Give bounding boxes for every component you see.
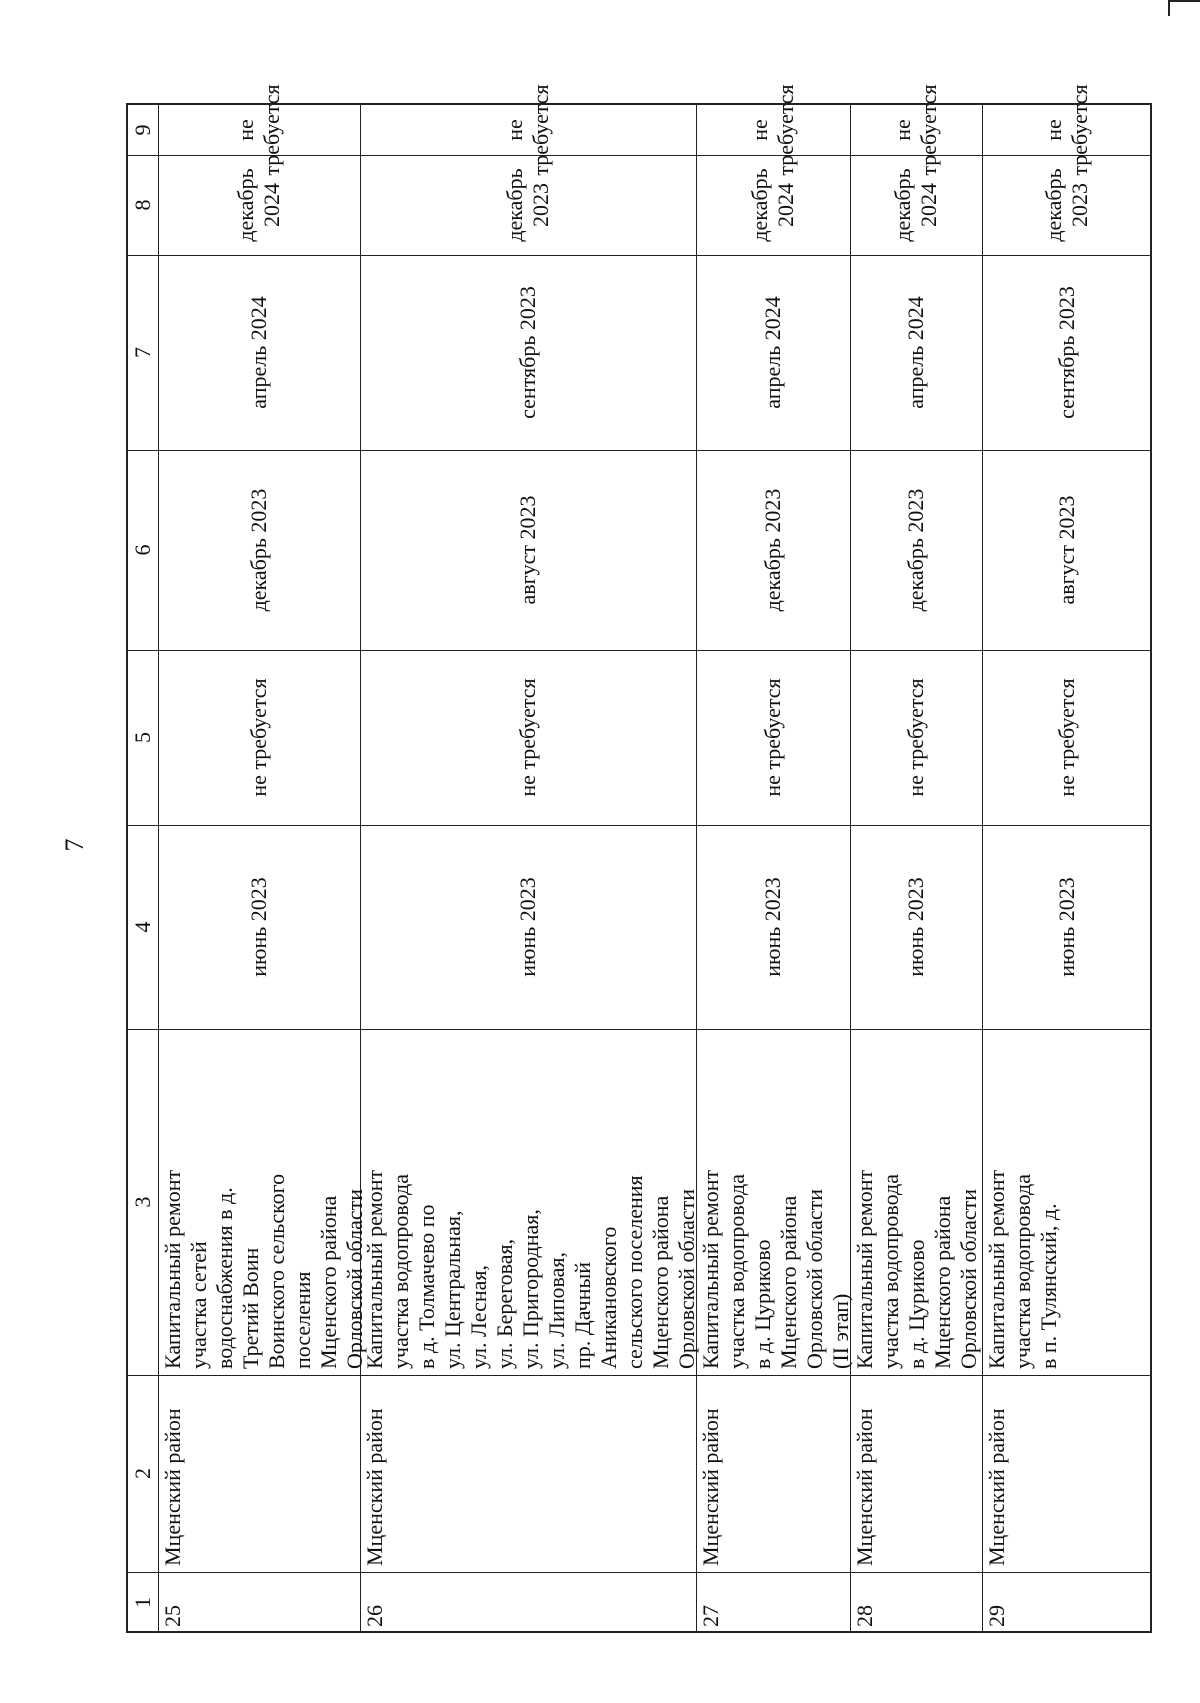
row-28-c9-text: не требуется [890,84,941,176]
header-col-3 [128,1029,158,1375]
row-26-c7 [360,255,696,450]
row-26-c7-text: сентябрь 2023 [515,286,540,419]
row-28-c6 [850,450,982,650]
row-28-num-text: 28 [852,1605,877,1627]
row-26-description-text: Капитальный ремонт участка водопровода в д. Толмачево по ул. Центральная, ул. Лесная, ул. Береговая, ул. Пригородная, ул. Липовая, пр. Дачный Аникановского сельского поселения Мценского района Орловской области [362,1169,699,1369]
row-29-c4 [982,825,1152,1029]
row-28-description-text: Капитальный ремонт участка водопровода в д. Цуриково Мценского района Орловской области [852,1169,981,1369]
row-28-district [850,1375,982,1572]
row-25-description [158,1029,367,1375]
row-26-c5-text: не требуется [515,678,540,797]
row-29-description [982,1029,1152,1375]
row-28-c4 [850,825,982,1029]
row-26-c5 [360,650,696,825]
row-25-district [158,1375,360,1572]
row-26-num-text: 26 [362,1605,387,1627]
row-27-district-text: Мценский район [698,1408,723,1566]
header-col-7 [128,255,158,450]
data-table [126,84,1152,1633]
row-26-c6-text: август 2023 [515,495,540,605]
row-27-c8-text: декабрь 2024 [747,168,798,242]
row-27-c7 [696,255,850,450]
header-col-1 [128,1572,158,1633]
header-col-2 [128,1375,158,1572]
row-29-c8-text: декабрь 2023 [1041,168,1092,242]
row-25-c9-text: не требуется [233,84,284,176]
row-29-c7-text: сентябрь 2023 [1054,286,1079,419]
row-29-description-text: Капитальный ремонт участка водопровода в п. Тулянский, д. [984,1169,1061,1369]
corner-mark [1168,0,1200,16]
row-28-description [850,1029,982,1375]
row-25-c9 [158,84,360,176]
row-28-c9 [850,84,982,176]
header-col-8-text: 8 [130,199,155,211]
header-col-1-text: 1 [130,1597,155,1608]
header-col-7-text: 7 [130,347,155,358]
row-29-c4-text: июнь 2023 [1054,877,1079,977]
page-number: 7 [60,838,89,852]
row-27-c4 [696,825,850,1029]
row-25-c7 [158,255,360,450]
row-25-num-text: 25 [160,1605,185,1627]
row-29-c5 [982,650,1152,825]
row-25-c4 [158,825,360,1029]
row-25-c6 [158,450,360,650]
row-25-description-text: Капитальный ремонт участка сетей водоснабжения в д. Третий Воин Воинского сельского поселения Мценского района Орловской области [160,1169,367,1369]
row-27-num [696,1572,850,1633]
row-27-c5-text: не требуется [760,678,785,797]
row-29-district-text: Мценский район [984,1408,1009,1566]
row-29-c5-text: не требуется [1054,678,1079,797]
header-col-6-text: 6 [130,544,155,556]
row-27-c9 [696,84,850,176]
row-28-c8-text: декабрь 2024 [890,168,941,242]
header-col-6 [128,450,158,650]
row-26-c4-text: июнь 2023 [515,877,540,977]
row-29-district [982,1375,1152,1572]
row-27-c6 [696,450,850,650]
header-col-5-text: 5 [130,732,155,743]
row-27-district [696,1375,850,1572]
row-27-c9-text: не требуется [747,84,798,176]
row-26-num [360,1572,696,1633]
row-26-c4 [360,825,696,1029]
row-28-num [850,1572,982,1633]
row-27-description-text: Капитальный ремонт участка водопровода в д. Цуриково Мценского района Орловской области (II этап) [698,1169,853,1369]
row-29-num-text: 29 [984,1605,1009,1627]
row-25-district-text: Мценский район [160,1408,185,1566]
row-27-c4-text: июнь 2023 [760,877,785,977]
row-27-description [696,1029,853,1375]
row-25-c6-text: декабрь 2023 [246,488,271,612]
row-29-num [982,1572,1152,1633]
row-28-c4-text: июнь 2023 [903,877,928,977]
row-28-c5-text: не требуется [903,678,928,797]
header-col-5 [128,650,158,825]
row-29-c7 [982,255,1152,450]
row-25-c8-text: декабрь 2024 [233,168,284,242]
row-27-num-text: 27 [698,1605,723,1627]
row-29-c6 [982,450,1152,650]
row-26-description [360,1029,699,1375]
header-col-8 [128,155,158,255]
row-26-c6 [360,450,696,650]
header-col-4-text: 4 [130,921,155,933]
header-col-4 [128,825,158,1029]
row-25-c5 [158,650,360,825]
row-28-c7-text: апрель 2024 [903,296,928,409]
row-26-c8-text: декабрь 2023 [502,168,553,242]
row-25-c5-text: не требуется [246,678,271,797]
row-26-c9 [360,84,696,176]
row-29-c6-text: август 2023 [1054,495,1079,605]
row-29-c9-text: не требуется [1041,84,1092,176]
row-25-num [158,1572,360,1633]
header-col-3-text: 3 [130,1196,155,1208]
row-28-c5 [850,650,982,825]
row-28-c6-text: декабрь 2023 [903,488,928,612]
row-26-district [360,1375,696,1572]
row-26-district-text: Мценский район [362,1408,387,1566]
header-col-2-text: 2 [130,1468,155,1479]
row-27-c7-text: апрель 2024 [760,296,785,409]
header-col-9 [128,105,158,155]
row-25-c7-text: апрель 2024 [246,296,271,409]
row-26-c9-text: не требуется [502,84,553,176]
row-28-c7 [850,255,982,450]
row-29-c9 [982,84,1152,176]
row-27-c5 [696,650,850,825]
row-28-district-text: Мценский район [852,1408,877,1566]
row-27-c6-text: декабрь 2023 [760,488,785,612]
header-col-9-text: 9 [130,124,155,136]
row-25-c4-text: июнь 2023 [246,877,271,977]
